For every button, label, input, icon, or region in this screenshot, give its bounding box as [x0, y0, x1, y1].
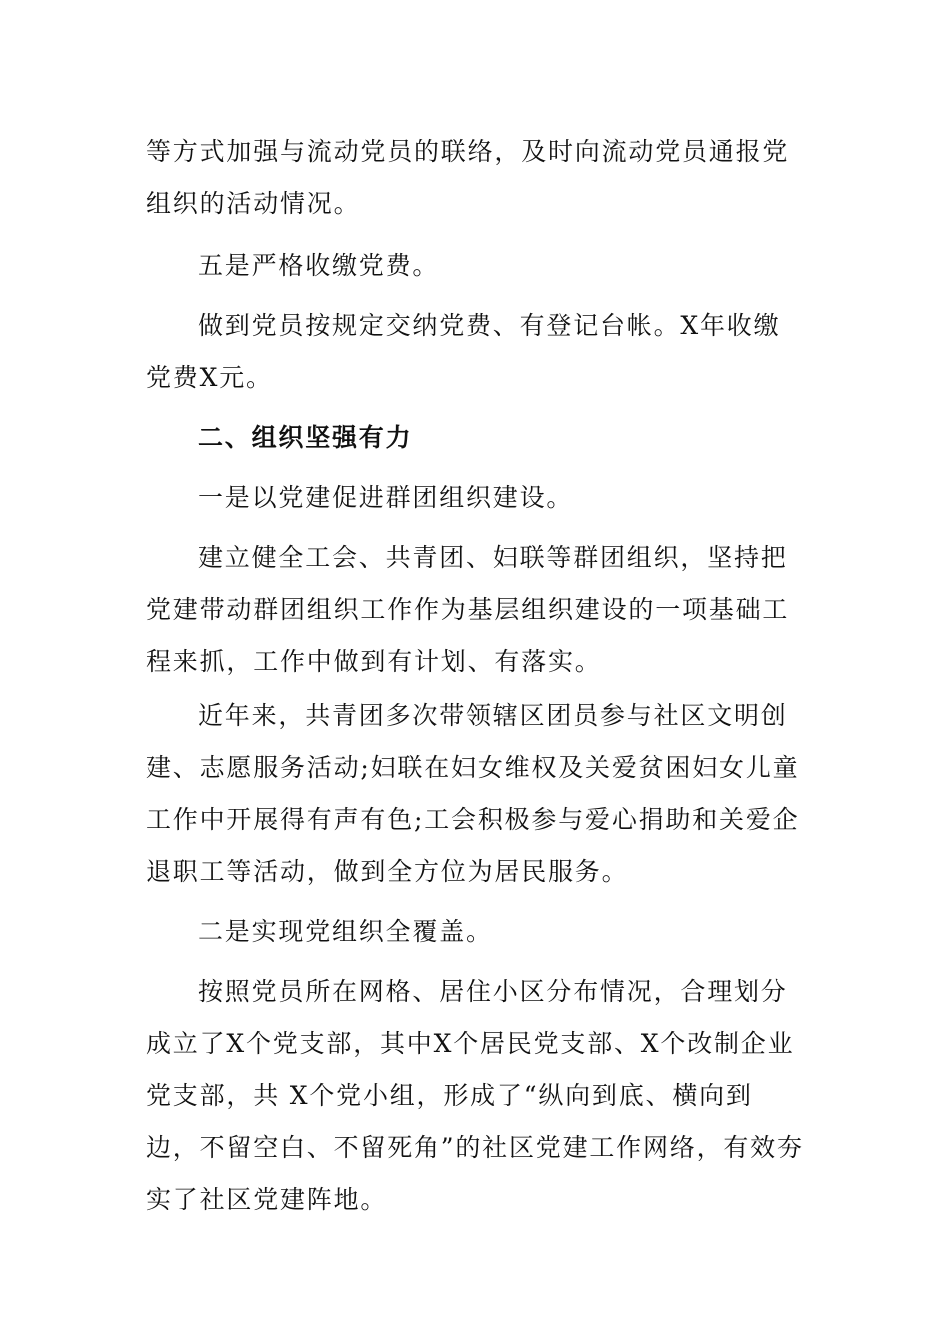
paragraph-recent-years: 近年来，共青团多次带领辖区团员参与社区文明创建、志愿服务活动;妇联在妇女维权及关爱贫困妇女儿童工作中开展得有声有色;工会积极参与爱心捐助和关爱企退职工等活动，做到全方位为居民服务。 — [146, 701, 800, 886]
paragraph-subheading-party-fees: 五是严格收缴党费。 — [198, 251, 440, 280]
section-heading: 二、组织坚强有力 — [198, 423, 413, 452]
paragraph-subheading-mass-organizations: 一是以党建促进群团组织建设。 — [198, 483, 574, 512]
paragraph-party-fees: 做到党员按规定交纳党费、有登记台帐。X年收缴党费X元。 — [146, 311, 781, 392]
paragraph-party-branches: 按照党员所在网格、居住小区分布情况，合理划分成立了X个党支部，其中X个居民党支部、X个改制企业党支部，共 X个党小组，形成了“纵向到底、横向到边，不留空白、不留死角”的社区党建工作网络，有效夯实了社区党建阵地。 — [146, 977, 804, 1214]
paragraph-mass-organizations: 建立健全工会、共青团、妇联等群团组织，坚持把党建带动群团组织工作作为基层组织建设的一项基础工程来抓，工作中做到有计划、有落实。 — [146, 543, 790, 676]
paragraph-continuation: 等方式加强与流动党员的联络，及时向流动党员通报党组织的活动情况。 — [146, 137, 790, 218]
paragraph-subheading-full-coverage: 二是实现党组织全覆盖。 — [198, 917, 493, 946]
